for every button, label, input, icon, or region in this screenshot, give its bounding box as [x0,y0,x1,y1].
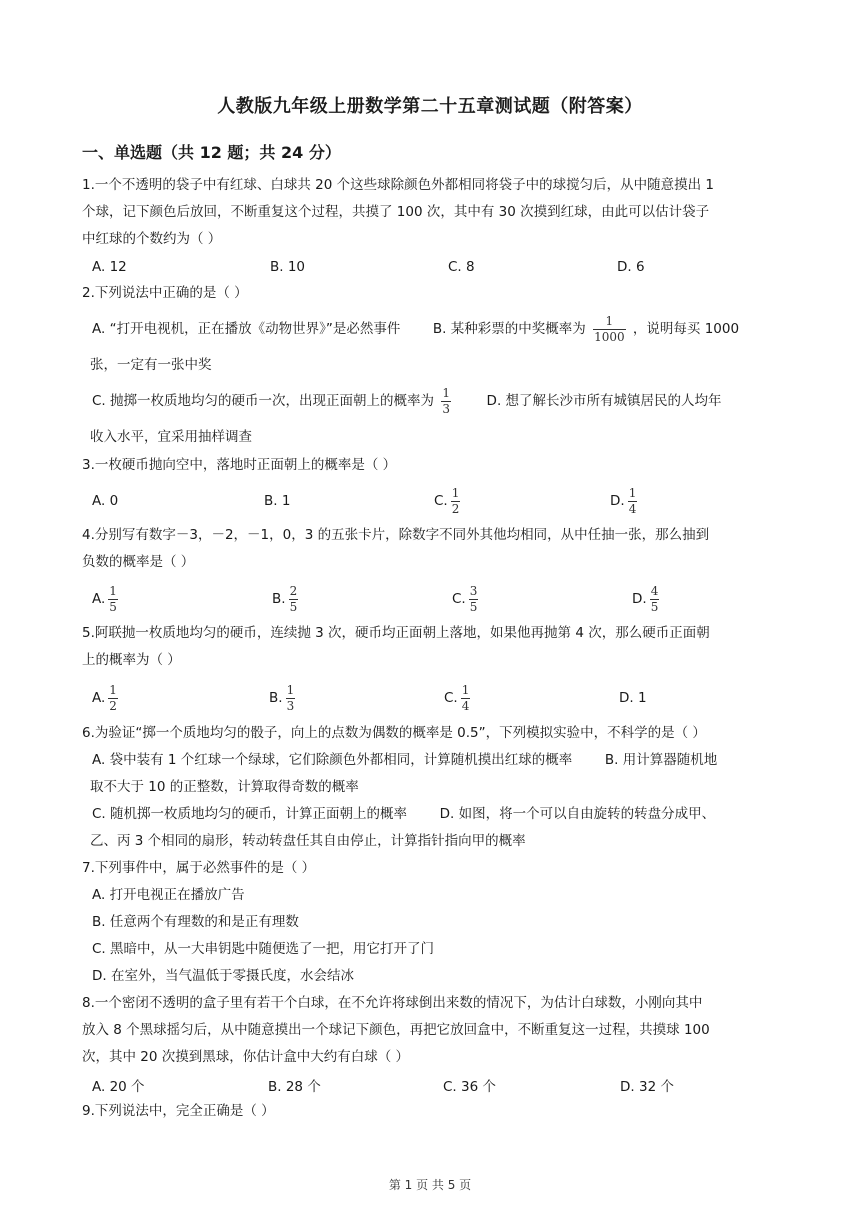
question-8-options [92,1070,792,1100]
document-title: 人教版九年级上册数学第二十五章测试题（附答案） [217,96,643,117]
question-3-stem: 3.一枚硬币抛向空中，落地时正面朝上的概率是（ ） [82,457,397,473]
fraction: $\frac{4}{5}$ [650,583,659,614]
option-b: B. 28 个 [268,1079,321,1095]
option-d: D. 想了解长沙市所有城镇居民的人均年 [486,393,722,409]
option-b: B. $\frac{1}{3}$ [269,682,295,713]
question-8 [82,990,782,1071]
option-d: D. 1 [619,690,647,706]
question-4-line: 负数的概率是（ ） [82,554,195,570]
question-5-line: 上的概率为（ ） [82,652,181,668]
option-b-continued: 张，一定有一张中奖 [90,357,212,373]
option-d-continued: 收入水平，宜采用抽样调查 [90,429,252,445]
option-b: B. 某种彩票的中奖概率为 [432,321,586,337]
fraction: $\frac{1}{3}$ [286,682,295,713]
option-d-continued: 乙、丙 3 个相同的扇形，转动转盘任其自由停止，计算指针指向甲的概率 [90,833,526,849]
option-b-continued: 取不大于 10 的正整数，计算取得奇数的概率 [90,779,359,795]
option-b: B. 用计算器随机地 [604,752,718,768]
fraction: $\frac{1}{2}$ [451,485,460,516]
option-line [92,314,739,344]
option-b-rest: ，说明每买 1000 [632,321,740,337]
fraction: $\frac{1}{4}$ [461,682,470,713]
question-3 [82,452,782,479]
question-1-options [92,252,792,282]
option-b: B. 10 [270,259,306,275]
question-1-line: 个球，记下颜色后放回，不断重复这个过程，共摸了 100 次，其中有 30 次摸到红球，由此可以估计袋子 [82,204,710,220]
option-c: C. 随机掷一枚质地均匀的硬币，计算正面朝上的概率 [92,806,408,822]
option-d: D. 如图，将一个可以自由旋转的转盘分成甲、 [439,806,716,822]
fraction: $\frac{1}{2}$ [109,682,117,713]
option-d: D. 32 个 [620,1079,674,1095]
page-footer: 第 1 页 共 5 页 [388,1178,472,1192]
fraction: $\frac{1}{3}$ [442,385,450,416]
option-c: C. $\frac{1}{2}$ [434,485,460,516]
option-a: A. 打开电视正在播放广告 [92,887,245,903]
option-d: D. 在室外，当气温低于零摄氏度，水会结冰 [92,968,354,984]
option-c: C. $\frac{3}{5}$ [452,583,478,614]
fraction: $\frac{1}{1000}$ [594,313,625,344]
question-9 [82,1098,782,1125]
question-5 [82,620,782,674]
option-d: D. $\frac{4}{5}$ [632,583,659,614]
option-line [92,747,717,774]
question-6 [82,720,782,747]
option-c: C. 8 [448,259,475,275]
question-2 [82,280,782,307]
question-5-line: 5.阿联抛一枚质地均匀的硬币，连续抛 3 次，硬币均正面朝上落地，如果他再抛第 4 次，那么硬币正面朝 [82,625,710,641]
option-b: B. 任意两个有理数的和是正有理数 [92,914,299,930]
option-c: C. 抛掷一枚质地均匀的硬币一次，出现正面朝上的概率为 [92,393,435,409]
question-2-stem: 2.下列说法中正确的是（ ） [82,285,248,301]
question-8-line: 次，其中 20 次摸到黑球，你估计盒中大约有白球（ ） [82,1049,410,1065]
fraction: $\frac{2}{5}$ [289,583,298,614]
option-d: D. 6 [617,259,645,275]
question-4-options [92,584,792,614]
option-b: B. $\frac{2}{5}$ [272,583,298,614]
option-a: A. $\frac{1}{5}$ [92,583,117,614]
fraction: $\frac{1}{4}$ [628,485,637,516]
fraction: $\frac{3}{5}$ [469,583,478,614]
question-3-options [92,486,792,516]
option-c: C. 36 个 [443,1079,496,1095]
question-8-line: 放入 8 个黑球摇匀后，从中随意摸出一个球记下颜色，再把它放回盒中，不断重复这一过程，共摸球 100 [82,1022,710,1038]
question-9-stem: 9.下列说法中，完全正确是（ ） [82,1103,275,1119]
question-1-line: 1.一个不透明的袋子中有红球、白球共 20 个这些球除颜色外都相同将袋子中的球搅匀后，从中随意摸出 1 [82,177,715,193]
option-a: A. 0 [92,493,119,509]
fraction: $\frac{1}{5}$ [109,583,117,614]
question-1-line: 中红球的个数约为（ ） [82,231,222,247]
option-a: A. 12 [92,259,127,275]
question-5-options [92,683,792,713]
question-7-stem: 7.下列事件中，属于必然事件的是（ ） [82,860,316,876]
option-d: D. $\frac{1}{4}$ [610,485,637,516]
option-a: A. “打开电视机，正在播放《动物世界》”是必然事件 [92,321,401,337]
question-1 [82,172,782,253]
option-line [92,386,722,416]
question-8-line: 8.一个密闭不透明的盒子里有若干个白球，在不允许将球倒出来数的情况下，为估计白球数，小刚向其中 [82,995,703,1011]
option-c: C. $\frac{1}{4}$ [444,682,470,713]
option-a: A. 袋中装有 1 个红球一个绿球，它们除颜色外都相同，计算随机摸出红球的概率 [92,752,573,768]
question-4-line: 4.分别写有数字－3，－2，－1，0，3 的五张卡片，除数字不同外其他均相同，从中任抽一张，那么抽到 [82,527,710,543]
option-line [92,801,715,828]
option-a: A. $\frac{1}{2}$ [92,682,117,713]
section-heading: 一、单选题（共 12 题；共 24 分） [82,143,341,162]
question-4 [82,522,782,576]
option-b: B. 1 [264,493,291,509]
question-7 [82,855,782,882]
question-6-stem: 6.为验证“掷一个质地均匀的骰子，向上的点数为偶数的概率是 0.5”，下列模拟实验中，不科学的是（ ） [82,725,706,741]
option-c: C. 黑暗中，从一大串钥匙中随便选了一把，用它打开了门 [92,941,435,957]
option-a: A. 20 个 [92,1079,145,1095]
